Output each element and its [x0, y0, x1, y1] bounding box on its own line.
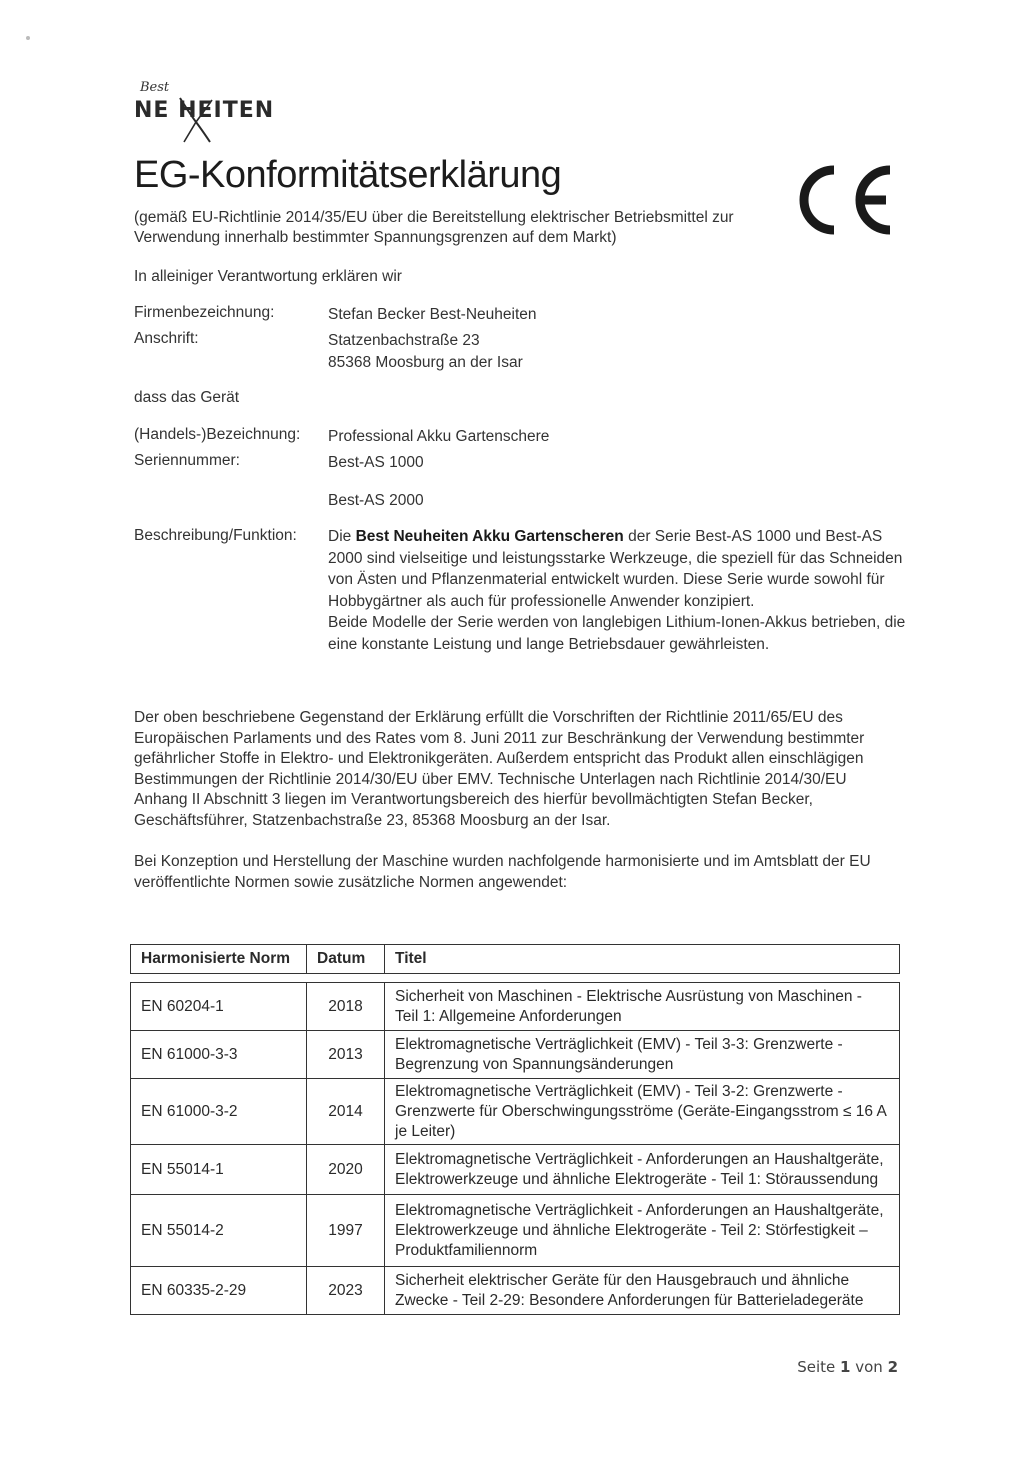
- logo-text: NE HEITEN: [134, 98, 275, 123]
- address-line: 85368 Moosburg an der Isar: [328, 354, 523, 371]
- norm-cell: EN 61000-3-2: [131, 1079, 307, 1145]
- table-row: [131, 1195, 900, 1267]
- page-current: 1: [840, 1358, 851, 1376]
- page-total: 2: [887, 1358, 898, 1376]
- date-cell: 2020: [307, 1145, 385, 1195]
- address-line: Statzenbachstraße 23: [328, 332, 480, 349]
- standards-table: [130, 944, 900, 1315]
- logo-small-text: Best: [140, 80, 170, 95]
- table-row: [131, 1079, 900, 1145]
- description-product-name: Best Neuheiten Akku Gartenscheren: [355, 528, 624, 545]
- column-header-date: Datum: [307, 945, 385, 974]
- device-intro: dass das Gerät: [134, 389, 240, 406]
- company-name-value: Stefan Becker Best-Neuheiten: [328, 306, 537, 323]
- description-body: der Serie Best-AS 1000 und Best-AS 2000 sind vielseitige und leistungsstarke Werkzeuge, die speziell für das Schneiden von Ästen und Pflanzenmaterial entwickelt wurden. Diese Serie wurde sowohl für Hobbygärtner als auch für professionelle Anwender konzipiert.: [328, 528, 903, 610]
- table-spacer: [131, 974, 900, 983]
- conformity-paragraph: Der oben beschriebene Gegenstand der Erklärung erfüllt die Vorschriften der Richtlinie 2011/65/EU des Europäischen Parlaments und des Rates vom 8. Juni 2011 zur Beschränkung der Verwendung bestimmter gefährlicher Stoffe in Elektro- und Elektronikgeräten. Außerdem entspricht das Produkt allen einschlägigen Bestimmungen der Richtlinie 2014/30/EU über EMV. Technische Unterlagen nach Richtlinie 2014/30/EU Anhang II Abschnitt 3 liegen im Verantwortungsbereich des hierfür bevollmächtigten Stefan Becker, Geschäftsführer, Statzenbachstraße 23, 85368 Moosburg an der Isar.: [134, 709, 865, 829]
- title-cell: Elektromagnetische Verträglichkeit (EMV) - Teil 3-3: Grenzwerte - Begrenzung von Spannungsänderungen: [385, 1031, 900, 1079]
- table-row: [131, 983, 900, 1031]
- norm-cell: EN 60335-2-29: [131, 1267, 307, 1315]
- description-body-2: Beide Modelle der Serie werden von langlebigen Lithium-Ionen-Akkus betrieben, die eine konstante Leistung und lange Betriebsdauer gewährleisten.: [328, 614, 906, 653]
- company-name-label: Firmenbezeichnung:: [134, 304, 275, 321]
- description-label: Beschreibung/Funktion:: [134, 527, 297, 544]
- table-header-row: [131, 945, 900, 974]
- date-cell: 2023: [307, 1267, 385, 1315]
- norm-cell: EN 55014-1: [131, 1145, 307, 1195]
- intro-text: In alleiniger Verantwortung erklären wir: [134, 268, 402, 285]
- page-middle: von: [850, 1358, 888, 1376]
- table-row: [131, 1031, 900, 1079]
- title-cell: Elektromagnetische Verträglichkeit - Anforderungen an Haushaltgeräte, Elektrowerkzeuge und ähnliche Elektrogeräte - Teil 2: Störfestigkeit – Produktfamiliennorm: [385, 1195, 900, 1267]
- trade-name-label: (Handels-)Bezeichnung:: [134, 426, 301, 443]
- serial-label: Seriennummer:: [134, 452, 240, 469]
- subtitle-line: Verwendung innerhalb bestimmter Spannungsgrenzen auf dem Markt): [134, 229, 617, 246]
- title-cell: Elektromagnetische Verträglichkeit (EMV) - Teil 3-2: Grenzwerte - Grenzwerte für Oberschwingungsströme (Geräte-Eingangsstrom ≤ 16 A je Leiter): [385, 1079, 900, 1145]
- date-cell: 2013: [307, 1031, 385, 1079]
- address-label: Anschrift:: [134, 330, 199, 347]
- norm-cell: EN 61000-3-3: [131, 1031, 307, 1079]
- title-cell: Sicherheit von Maschinen - Elektrische Ausrüstung von Maschinen - Teil 1: Allgemeine Anforderungen: [385, 983, 900, 1031]
- subtitle-line: (gemäß EU-Richtlinie 2014/35/EU über die Bereitstellung elektrischer Betriebsmittel zur: [134, 209, 734, 226]
- scan-speck: [26, 36, 30, 40]
- table-row: [131, 1267, 900, 1315]
- column-header-title: Titel: [385, 945, 900, 974]
- serial-value: Best-AS 1000: [328, 454, 424, 471]
- date-cell: 2018: [307, 983, 385, 1031]
- norm-cell: EN 60204-1: [131, 983, 307, 1031]
- standards-paragraph: Bei Konzeption und Herstellung der Maschine wurden nachfolgende harmonisierte und im Amtsblatt der EU veröffentlichte Normen sowie zusätzliche Normen angewendet:: [134, 853, 871, 891]
- description-text: [328, 526, 908, 655]
- norm-cell: EN 55014-2: [131, 1195, 307, 1267]
- trade-name-value: Professional Akku Gartenschere: [328, 428, 550, 445]
- date-cell: 1997: [307, 1195, 385, 1267]
- page-prefix: Seite: [797, 1358, 841, 1376]
- directive-subtitle: [134, 208, 774, 248]
- title-cell: Elektromagnetische Verträglichkeit - Anforderungen an Haushaltgeräte, Elektrowerkzeuge und ähnliche Elektrogeräte - Teil 1: Störaussendung: [385, 1145, 900, 1195]
- table-row: [131, 1145, 900, 1195]
- serial-value: Best-AS 2000: [328, 492, 424, 509]
- description-prefix: Die: [328, 528, 356, 545]
- date-cell: 2014: [307, 1079, 385, 1145]
- logo-x-icon: [176, 92, 216, 144]
- column-header-norm: Harmonisierte Norm: [131, 945, 307, 974]
- company-logo: [134, 80, 309, 144]
- title-cell: Sicherheit elektrischer Geräte für den Hausgebrauch und ähnliche Zwecke - Teil 2-29: Besondere Anforderungen für Batterieladegeräte: [385, 1267, 900, 1315]
- ce-mark-icon: [786, 160, 896, 240]
- page-number: [797, 1358, 898, 1376]
- document-title: EG-Konformitätserklärung: [134, 154, 562, 196]
